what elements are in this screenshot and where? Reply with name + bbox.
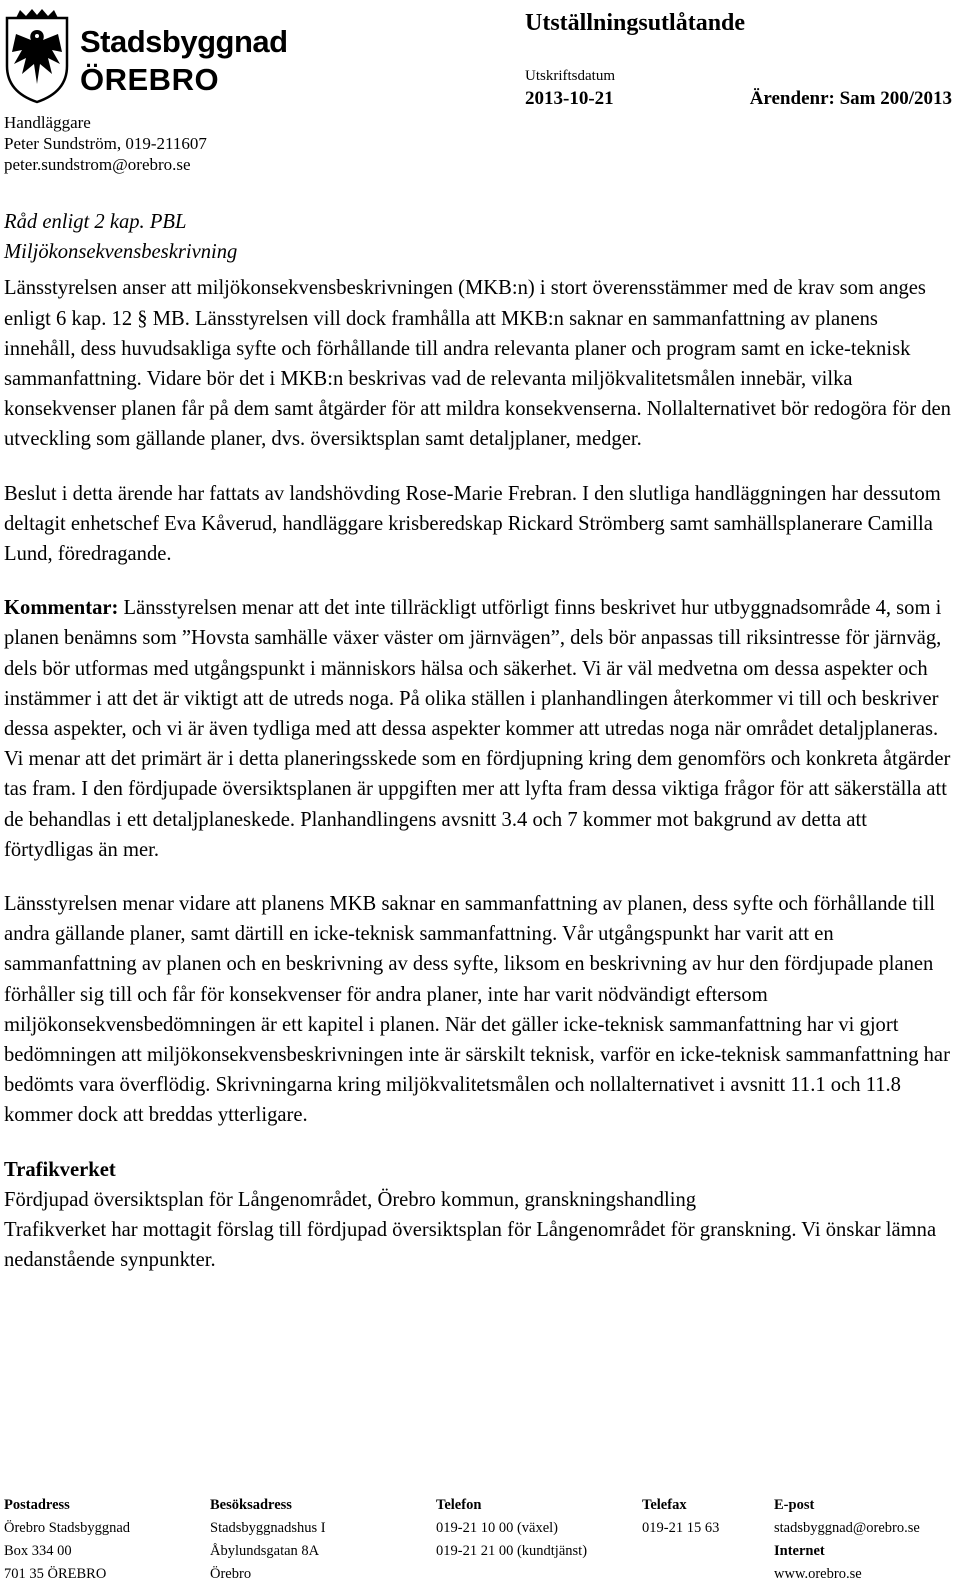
- footer-value: Åbylundsgatan 8A: [210, 1543, 320, 1559]
- mkb-heading: Miljökonsekvensbeskrivning: [4, 241, 238, 264]
- document-title: Utställningsutlåtande: [525, 10, 746, 36]
- paragraph-mkb: Länsstyrelsen anser att miljökonsekvensbeskrivningen (MKB:n) i stort överensstämmer med de krav som anges enligt 6 kap. 12 § MB. Länsstyrelsen vill dock framhålla att MKB:n saknar en sammanfattning av planens innehåll, dess huvudsakliga syfte och förhållande till andra relevanta planer och program samt en icke-teknisk sammanfattning. Vidare bör det i MKB:n beskrivas vad de relevanta miljökvalitetsmålen innebär, vilka konsekvenser planen får på dem samt åtgärder för att mildra konsekvenserna. Nollalternativet bör redogöra för den utveckling som gällande planer, dvs. översiktsplan samt detaljplaner, medger.: [4, 277, 951, 451]
- print-date: 2013-10-21: [525, 88, 614, 109]
- logo-line1: Stadsbyggnad: [80, 24, 288, 59]
- footer-value: stadsbyggnad@orebro.se: [774, 1520, 920, 1536]
- footer-label: Besöksadress: [210, 1497, 292, 1513]
- trafikverket-heading: Trafikverket: [4, 1158, 116, 1181]
- footer-besoksadress: [210, 1494, 326, 1586]
- paragraph-summary: Länsstyrelsen menar vidare att planens MKB saknar en sammanfattning av planen, dess syfte och förhållande till andra gällande planer, samt därtill en icke-teknisk sammanfattning. Vår utgångspunkt har varit att en sammanfattning av planen och en beskrivning av dess syfte, liksom en beskrivning av hur den fördjupade planen förhåller sig till och får för konsekvenser för andra planer, inte har varit nödvändigt eftersom miljökonsekvensbedömningen är ett kapitel i planen. När det gäller icke-teknisk sammanfattning har vi gjort bedömningen att miljökonsekvensbeskrivningen inte är särskilt teknisk, varför en icke-teknisk sammanfattning har bedömts vara överflödig. Skrivningarna kring miljökvalitetsmålen och nollalternativet i avsnitt 11.1 och 11.8 kommer dock att breddas ytterligare.: [4, 893, 950, 1127]
- footer-epost: [774, 1494, 920, 1586]
- handler-name: Peter Sundström, 019-211607: [4, 134, 207, 153]
- footer-value: 019-21 10 00 (växel): [436, 1520, 559, 1536]
- footer-value: Örebro Stadsbyggnad: [4, 1520, 131, 1536]
- logo: [4, 8, 288, 108]
- footer-label: Telefon: [436, 1497, 482, 1513]
- handler-label: Handläggare: [4, 113, 91, 132]
- print-date-label: Utskriftsdatum: [525, 68, 615, 84]
- advice-heading: Råd enligt 2 kap. PBL: [4, 211, 187, 233]
- footer-postadress: [4, 1494, 130, 1586]
- footer-value: Internet: [774, 1543, 825, 1559]
- footer-value: Stadsbyggnadshus I: [210, 1520, 326, 1536]
- footer-value: 019-21 15 63: [642, 1520, 720, 1536]
- footer-value: www.orebro.se: [774, 1566, 862, 1582]
- comment-label: Kommentar:: [4, 597, 119, 620]
- paragraph-decision: Beslut i detta ärende har fattats av landshövding Rose-Marie Frebran. I den slutliga handläggningen har dessutom deltagit enhetschef Eva Kåverud, handläggare krisberedskap Rickard Strömberg samt samhällsplanerare Camilla Lund, föredragande.: [4, 482, 941, 566]
- logo-line2: ÖREBRO: [80, 62, 220, 97]
- case-number: Ärendenr: Sam 200/2013: [749, 88, 952, 109]
- footer-value: Box 334 00: [4, 1543, 72, 1559]
- footer-label: Postadress: [4, 1497, 70, 1513]
- comment-text: Länsstyrelsen menar att det inte tillräckligt utförligt finns beskrivet hur utbyggnadsområde 4, som i planen benämns som ”Hovsta samhälle växer väster om järnvägen”, dels bör anpassas till riksintresse för järnväg, dels bör utformas med utgångspunkt i människors hälsa och säkerhet. Vi är väl medvetna om dessa aspekter och instämmer i att det är viktigt att de utreds noga. På olika ställen i planhandlingen återkommer vi till och beskriver dessa aspekter, och vi är även tydliga med att dessa aspekter kommer att utredas noga när området detaljplaneras. Vi menar att det primärt är i detta planeringsskede som en fördjupning kring dem genomförs och konkreta åtgärder tas fram. I den fördjupade översiktsplanen är uppgiften mer att lyfta fram dessa viktiga frågor för att säkerställa att de behandlas i ett detaljplaneskede. Planhandlingens avsnitt 3.4 och 7 kommer mot bakgrund av detta att förtydligas än mer.: [4, 597, 951, 861]
- trafikverket-subject: Fördjupad översiktsplan för Långenområdet, Örebro kommun, granskningshandling: [4, 1188, 697, 1211]
- footer-telefax: [642, 1494, 719, 1540]
- handler-email: peter.sundstrom@orebro.se: [4, 155, 191, 174]
- footer-value: 701 35 ÖREBRO: [4, 1566, 107, 1582]
- trafikverket-paragraph: Trafikverket har mottagit förslag till fördjupad översiktsplan för Långenområdet för granskning. Vi önskar lämna nedanstående synpunkter.: [4, 1219, 937, 1272]
- handler-block: [4, 112, 207, 175]
- document-body: [4, 207, 952, 1276]
- footer-value: 019-21 21 00 (kundtjänst): [436, 1543, 588, 1559]
- footer-label: E-post: [774, 1497, 815, 1513]
- footer-value: Örebro: [210, 1566, 252, 1582]
- footer-telefon: [436, 1494, 587, 1563]
- footer-label: Telefax: [642, 1497, 687, 1513]
- coat-of-arms-icon: [4, 8, 70, 104]
- paragraph-comment: [4, 593, 952, 865]
